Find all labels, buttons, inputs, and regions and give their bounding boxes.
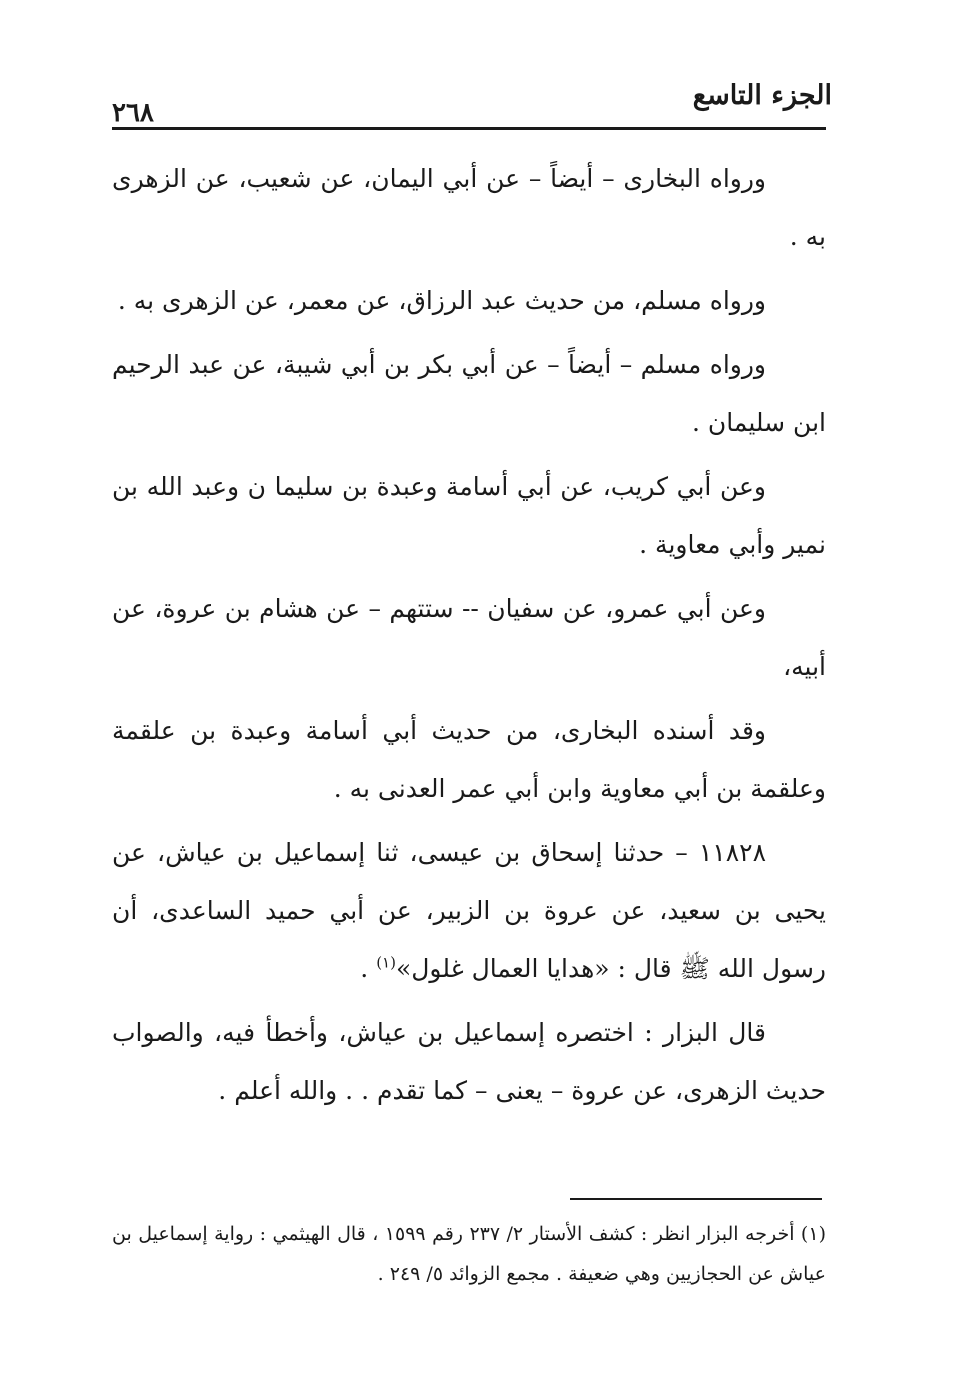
- header-rule: [112, 127, 826, 130]
- hadith-text-tail: .: [360, 954, 377, 983]
- footnote: (١) أخرجه البزار انظر : كشف الأستار ٢/ ٢٣٧ رقم ١٥٩٩ ، قال الهيثمي : رواية إسماعيل بن عياش عن الحجازيين وهي ضعيفة . مجمع الزوائد ٥/ ٢٤٩ .: [112, 1223, 826, 1285]
- hadith-text: ١١٨٢٨ – حدثنا إسحاق بن عيسى، ثنا إسماعيل بن عياش، عن يحيى بن سعيد، عن عروة بن الزبير، عن أبي حميد الساعدى، أن رسول الله ﷺ قال : «هدايا العمال غلول»: [112, 838, 826, 983]
- paragraph: ورواه البخارى – أيضاً – عن أبي اليمان، عن شعيب، عن الزهرى به .: [112, 164, 826, 251]
- paragraph: ورواه مسلم، من حديث عبد الرزاق، عن معمر، عن الزهرى به .: [117, 286, 766, 315]
- paragraph: وعن أبي كريب، عن أبي أسامة وعبدة بن سليما ن وعبد الله بن نمير وأبي معاوية .: [112, 472, 826, 559]
- body-text: [112, 150, 826, 1120]
- paragraph: ورواه مسلم – أيضاً – عن أبي بكر بن أبي شيبة، عن عبد الرحيم ابن سليمان .: [112, 350, 826, 437]
- paragraph: وقد أسنده البخارى، من حديث أبي أسامة وعبدة بن علقمة وعلقمة بن أبي معاوية وابن أبي عمر العدنى به .: [112, 716, 826, 803]
- footnote-rule: [570, 1198, 822, 1200]
- page-number: ٢٦٨: [112, 98, 154, 128]
- paragraph: وعن أبي عمرو، عن سفيان -- ستتهم – عن هشام بن عروة، عن أبيه،: [112, 594, 826, 681]
- page-header: [112, 80, 832, 130]
- hadith-paragraph: [112, 824, 826, 998]
- paragraph: قال البزار : اختصره إسماعيل بن عياش، وأخطأ فيه، والصواب حديث الزهرى، عن عروة – يعنى – كما تقدم . . والله أعلم .: [112, 1018, 826, 1105]
- running-title: الجزء التاسع: [692, 80, 832, 111]
- footnote-reference: (١): [376, 953, 396, 972]
